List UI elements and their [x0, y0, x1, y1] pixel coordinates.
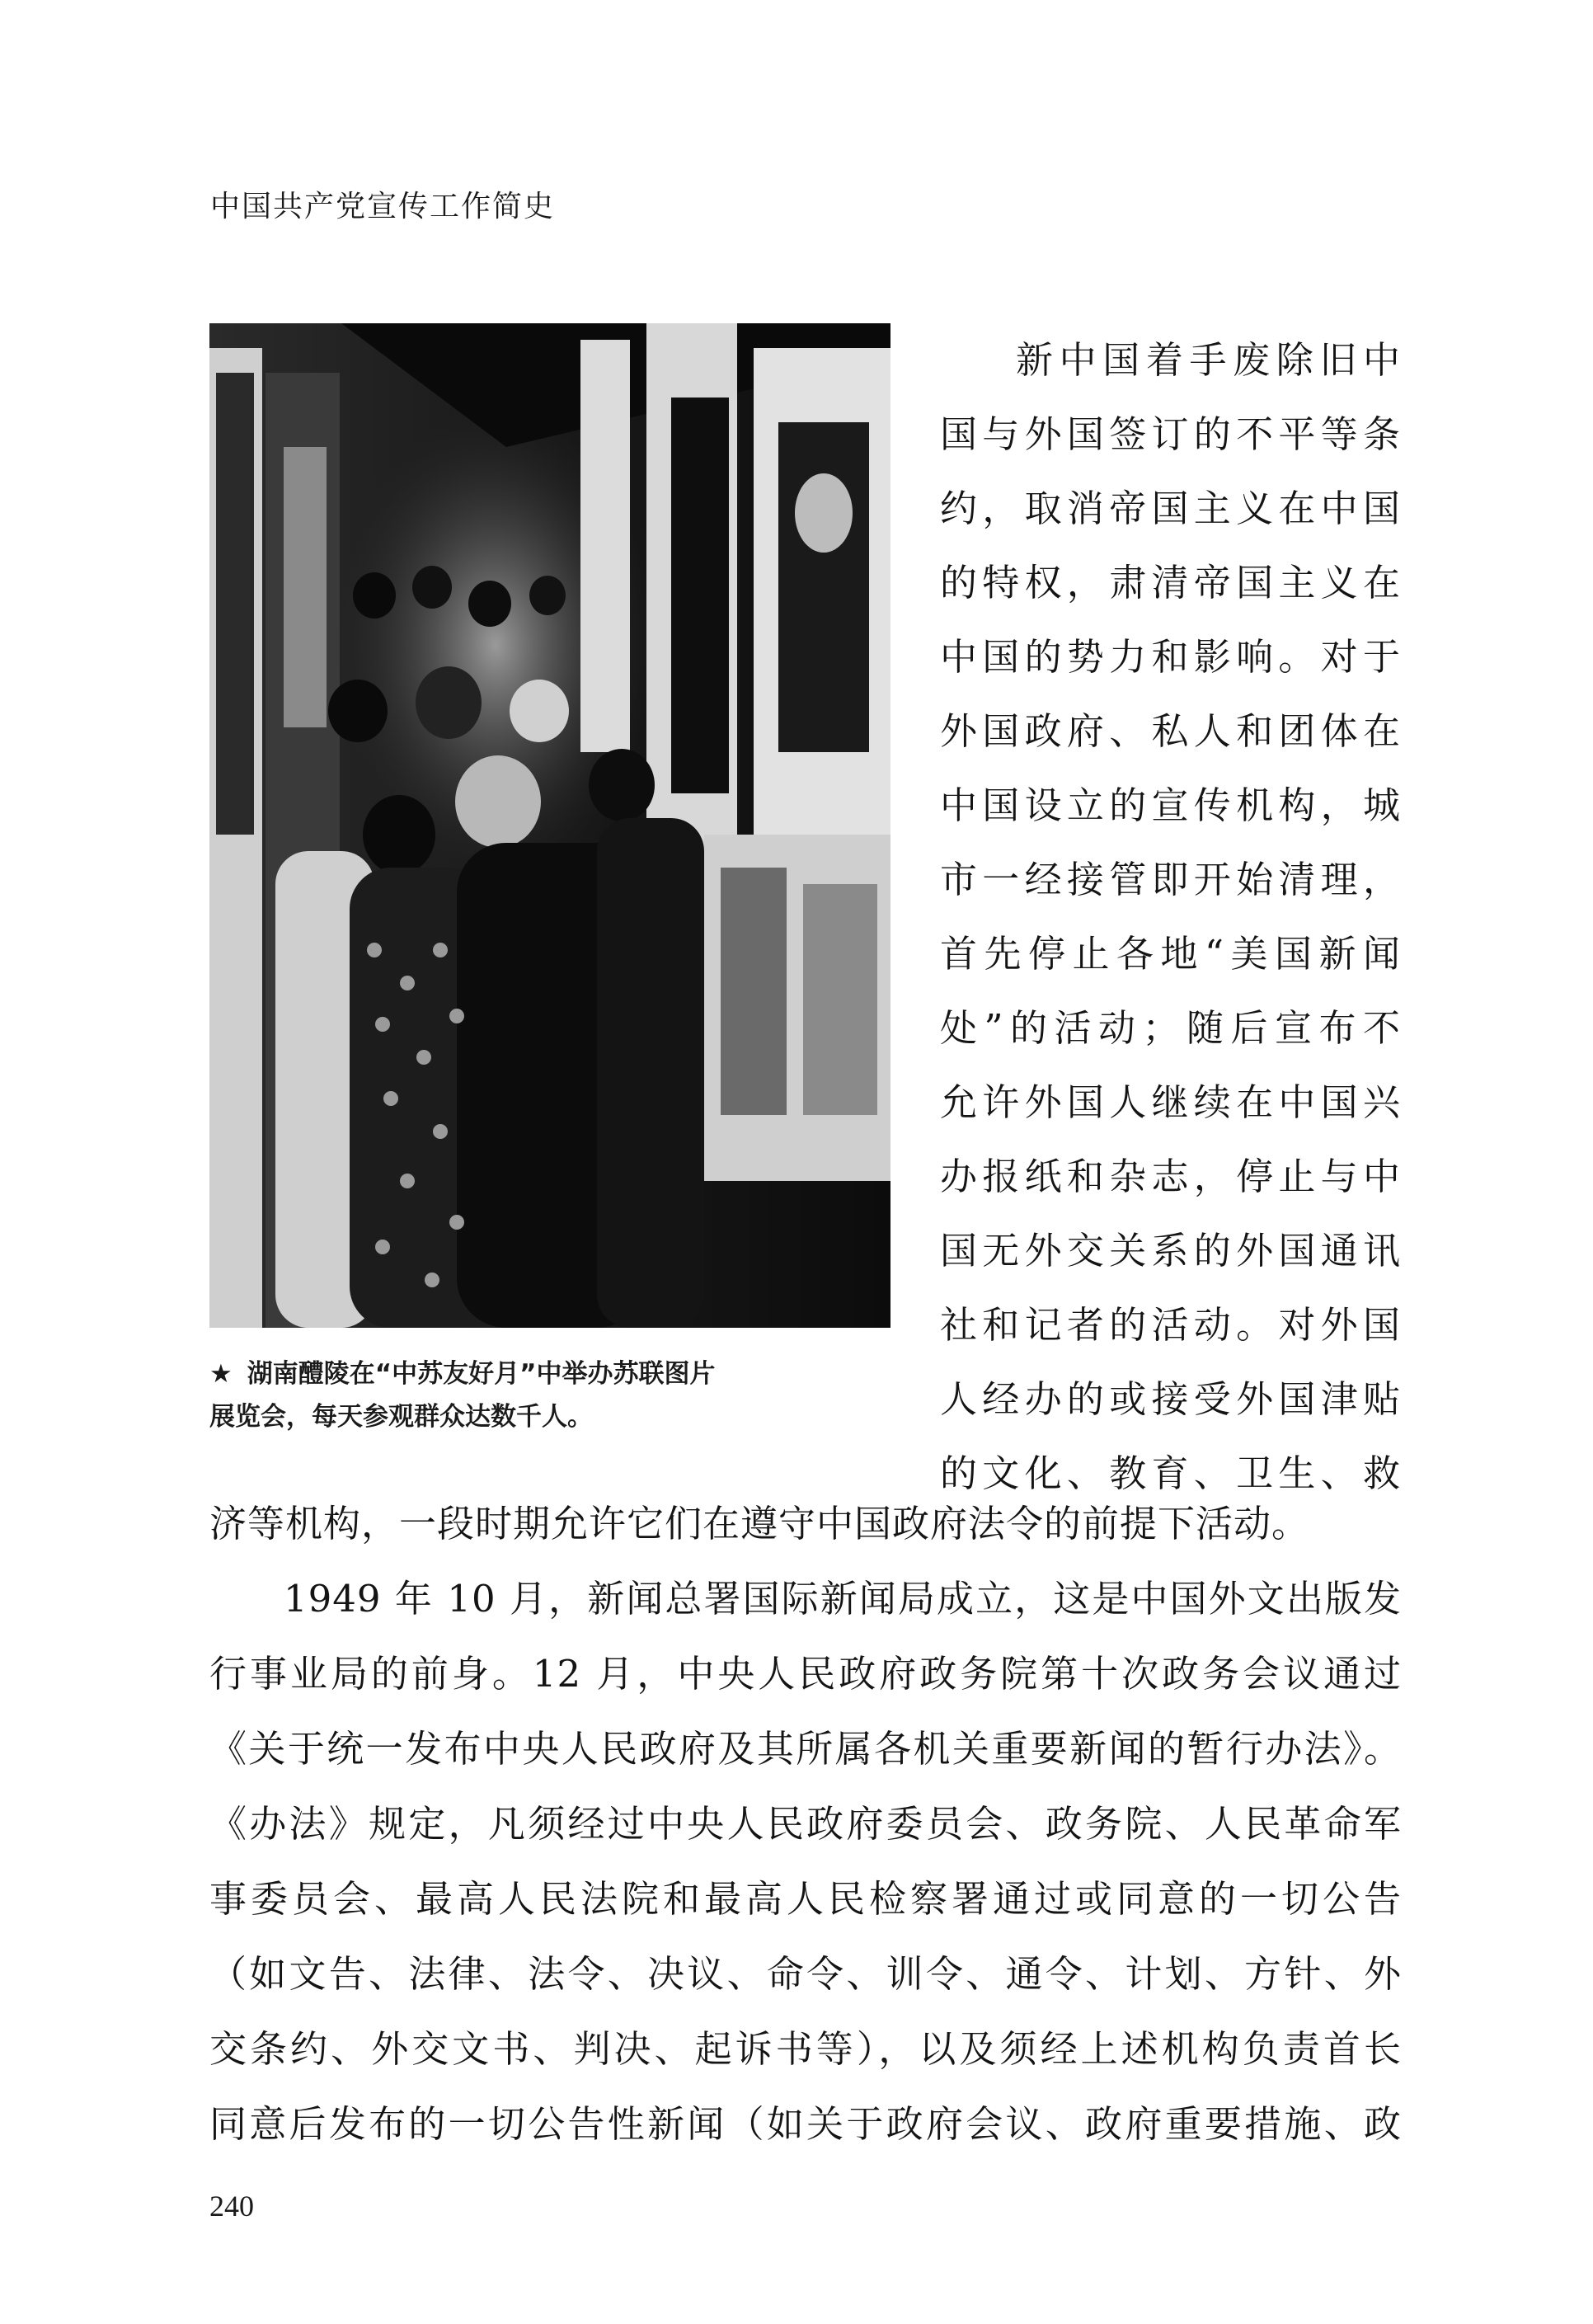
text-line: 人经办的或接受外国津贴 — [940, 1377, 1402, 1421]
text-line: 新中国着手废除旧中 — [1016, 338, 1402, 382]
text-line: 中国设立的宣传机构，城 — [940, 783, 1402, 827]
caption-star-marker: ★ — [209, 1359, 233, 1389]
text-line: 行事业局的前身。12 月，中央人民政府政务院第十次政务会议通过 — [209, 1652, 1402, 1696]
text-line: （如文告、法律、法令、决议、命令、训令、通令、计划、方针、外 — [209, 1952, 1402, 1996]
text-line: 国无外交关系的外国通讯 — [940, 1229, 1402, 1273]
running-header: 中国共产党宣传工作简史 — [210, 190, 556, 223]
text-line: 《办法》规定，凡须经过中央人民政府委员会、政务院、人民革命军 — [209, 1802, 1402, 1846]
caption-text: 湖南醴陵在“中苏友好月”中举办苏联图片 — [247, 1359, 716, 1389]
exhibition-photo — [209, 323, 890, 1328]
text-line: 允许外国人继续在中国兴 — [940, 1080, 1402, 1124]
text-line: 中国的势力和影响。对于 — [940, 635, 1402, 679]
text-line: 交条约、外交文书、判决、起诉书等），以及须经上述机构负责首长 — [209, 2027, 1402, 2071]
text-line: 社和记者的活动。对外国 — [940, 1303, 1402, 1347]
text-line: 同意后发布的一切公告性新闻（如关于政府会议、政府重要措施、政 — [209, 2102, 1402, 2146]
body-text — [209, 1486, 1402, 2162]
text-line: 事委员会、最高人民法院和最高人民检察署通过或同意的一切公告 — [209, 1877, 1402, 1921]
text-line: 办报纸和杂志，停止与中 — [940, 1155, 1402, 1198]
figure-caption — [209, 1353, 902, 1438]
text-line: 的特权，肃清帝国主义在 — [940, 561, 1402, 605]
text-line: 约，取消帝国主义在中国 — [940, 487, 1402, 530]
text-line: 首先停止各地“美国新闻 — [940, 932, 1402, 976]
text-line: 1949 年 10 月，新闻总署国际新闻局成立，这是中国外文出版发 — [284, 1577, 1402, 1621]
text-line: 外国政府、私人和团体在 — [940, 709, 1402, 753]
text-line: 济等机构，一段时期允许它们在遵守中国政府法令的前提下活动。 — [209, 1502, 1310, 1545]
text-line: 的文化、教育、卫生、救 — [940, 1451, 1402, 1495]
photo-illustration — [209, 323, 890, 1328]
caption-line: 展览会，每天参观群众达数千人。 — [209, 1402, 593, 1432]
text-line: 市一经接管即开始清理， — [940, 858, 1402, 901]
side-column-text — [940, 323, 1402, 1511]
text-line: 处”的活动；随后宣布不 — [940, 1006, 1402, 1050]
text-line: 《关于统一发布中央人民政府及其所属各机关重要新闻的暂行办法》。 — [209, 1727, 1402, 1771]
caption-line — [209, 1353, 902, 1395]
page-number: 240 — [209, 2190, 254, 2223]
text-line: 国与外国签订的不平等条 — [940, 412, 1402, 456]
